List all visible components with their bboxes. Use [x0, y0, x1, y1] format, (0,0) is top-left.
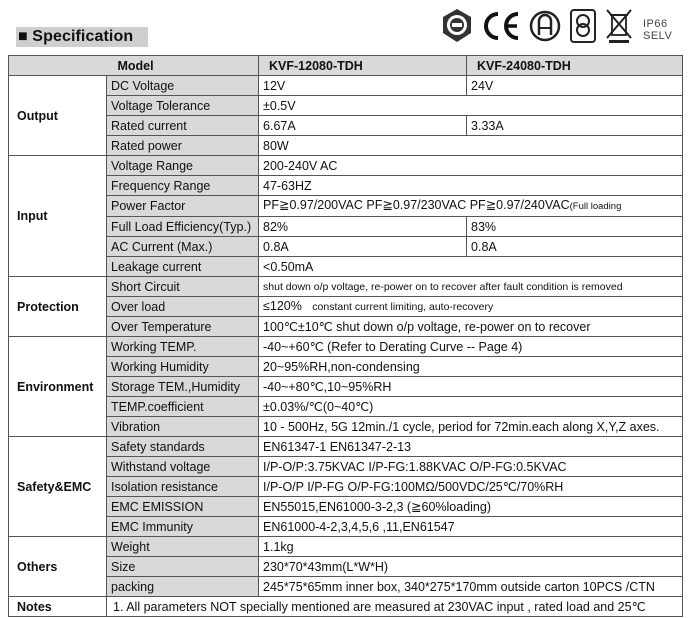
table-row: [9, 397, 683, 417]
param-value: ±0.5V: [259, 96, 683, 116]
param-value: shut down o/p voltage, re-power on to recover after fault condition is removed: [259, 277, 683, 297]
param-name: Over Temperature: [107, 317, 259, 337]
table-row: [9, 597, 683, 617]
param-name: Rated power: [107, 136, 259, 156]
param-name: Voltage Range: [107, 156, 259, 176]
table-row: [9, 577, 683, 597]
ip-rating-ip66: IP66: [643, 18, 668, 30]
table-row: [9, 497, 683, 517]
table-row: [9, 417, 683, 437]
param-value: -40~+60℃ (Refer to Derating Curve -- Page 4): [259, 337, 683, 357]
table-row: [9, 317, 683, 337]
notes-text: 1. All parameters NOT specially mentioned are measured at 230VAC input , rated load and 25℃: [107, 597, 683, 617]
specification-table: [8, 55, 683, 617]
table-row: [9, 357, 683, 377]
table-row: [9, 237, 683, 257]
param-name: Isolation resistance: [107, 477, 259, 497]
param-name: Rated current: [107, 116, 259, 136]
param-name: Voltage Tolerance: [107, 96, 259, 116]
section-title: ■ Specification: [18, 28, 134, 45]
param-name: Storage TEM.,Humidity: [107, 377, 259, 397]
param-name: EMC Immunity: [107, 517, 259, 537]
table-row: [9, 457, 683, 477]
param-name: Power Factor: [107, 196, 259, 217]
param-value: EN55015,EN61000-3-2,3 (≧60%loading): [259, 497, 683, 517]
table-row: [9, 156, 683, 176]
enec-icon: [528, 9, 562, 43]
category-protection: Protection: [9, 277, 107, 337]
param-name: Weight: [107, 537, 259, 557]
param-value: 10 - 500Hz, 5G 12min./1 cycle, period for 72min.each along X,Y,Z axes.: [259, 417, 683, 437]
param-value: 47-63HZ: [259, 176, 683, 196]
category-environment: Environment: [9, 337, 107, 437]
table-row: [9, 297, 683, 317]
param-value: ±0.03%/℃(0~40℃): [259, 397, 683, 417]
param-value: 200-240V AC: [259, 156, 683, 176]
param-name: TEMP.coefficient: [107, 397, 259, 417]
param-value: [259, 297, 683, 317]
param-value-b: 0.8A: [467, 237, 683, 257]
param-value: -40~+80℃,10~95%RH: [259, 377, 683, 397]
ip-rating-selv: SELV: [643, 30, 673, 42]
table-row: [9, 437, 683, 457]
param-name: Safety standards: [107, 437, 259, 457]
over-load-note: constant current limiting, auto-recovery: [312, 301, 494, 313]
header-model-a: KVF-12080-TDH: [259, 56, 467, 76]
param-value: 20~95%RH,non-condensing: [259, 357, 683, 377]
param-name: Over load: [107, 297, 259, 317]
param-name: packing: [107, 577, 259, 597]
param-value-b: 83%: [467, 217, 683, 237]
param-value-a: 0.8A: [259, 237, 467, 257]
table-row: [9, 176, 683, 196]
param-name: DC Voltage: [107, 76, 259, 96]
param-name: Short Circuit: [107, 277, 259, 297]
param-value-a: 82%: [259, 217, 467, 237]
table-row: [9, 116, 683, 136]
table-row: [9, 517, 683, 537]
param-value: 230*70*43mm(L*W*H): [259, 557, 683, 577]
table-row: [9, 377, 683, 397]
param-value-a: 6.67A: [259, 116, 467, 136]
table-row: [9, 537, 683, 557]
category-notes: Notes: [9, 597, 107, 617]
param-value: 1.1kg: [259, 537, 683, 557]
header-model-b: KVF-24080-TDH: [467, 56, 683, 76]
param-value: 80W: [259, 136, 683, 156]
param-name: Working Humidity: [107, 357, 259, 377]
param-value: 100℃±10℃ shut down o/p voltage, re-power on to recover: [259, 317, 683, 337]
ce-mark-icon: [482, 10, 522, 42]
param-value-b: 3.33A: [467, 116, 683, 136]
table-row: [9, 76, 683, 96]
page-header: [0, 0, 690, 54]
tuv-icon: [440, 8, 474, 44]
table-row: [9, 96, 683, 116]
power-factor-value: PF≧0.97/200VAC PF≧0.97/230VAC PF≧0.97/240VAC: [263, 198, 570, 212]
power-factor-suffix: (Full loading: [569, 201, 622, 212]
category-others: Others: [9, 537, 107, 597]
table-row: [9, 136, 683, 156]
table-row: [9, 257, 683, 277]
param-value: I/P-O/P:3.75KVAC I/P-FG:1.88KVAC O/P-FG:0.5KVAC: [259, 457, 683, 477]
table-header-row: [9, 56, 683, 76]
param-value: I/P-O/P I/P-FG O/P-FG:100MΩ/500VDC/25℃/70%RH: [259, 477, 683, 497]
over-load-value: ≤120%: [263, 299, 302, 313]
category-input: Input: [9, 156, 107, 277]
param-name: Working TEMP.: [107, 337, 259, 357]
table-row: [9, 217, 683, 237]
param-name: Leakage current: [107, 257, 259, 277]
param-value-b: 24V: [467, 76, 683, 96]
param-value: <0.50mA: [259, 257, 683, 277]
param-name: AC Current (Max.): [107, 237, 259, 257]
transformer-icon: [568, 7, 598, 45]
weee-bin-icon: [604, 7, 634, 45]
param-value: [259, 196, 683, 217]
table-row: [9, 337, 683, 357]
table-row: [9, 277, 683, 297]
param-name: Vibration: [107, 417, 259, 437]
param-name: Frequency Range: [107, 176, 259, 196]
table-row: [9, 196, 683, 217]
param-value: 245*75*65mm inner box, 340*275*170mm outside carton 10PCS /CTN: [259, 577, 683, 597]
param-name: Withstand voltage: [107, 457, 259, 477]
category-output: Output: [9, 76, 107, 156]
table-row: [9, 557, 683, 577]
param-value-a: 12V: [259, 76, 467, 96]
param-name: Full Load Efficiency(Typ.): [107, 217, 259, 237]
category-safety-emc: Safety&EMC: [9, 437, 107, 537]
param-name: EMC EMISSION: [107, 497, 259, 517]
param-value: EN61000-4-2,3,4,5,6 ,11,EN61547: [259, 517, 683, 537]
ip-rating-label: [643, 18, 672, 42]
table-row: [9, 477, 683, 497]
header-model: Model: [9, 56, 259, 76]
param-name: Size: [107, 557, 259, 577]
param-value: EN61347-1 EN61347-2-13: [259, 437, 683, 457]
